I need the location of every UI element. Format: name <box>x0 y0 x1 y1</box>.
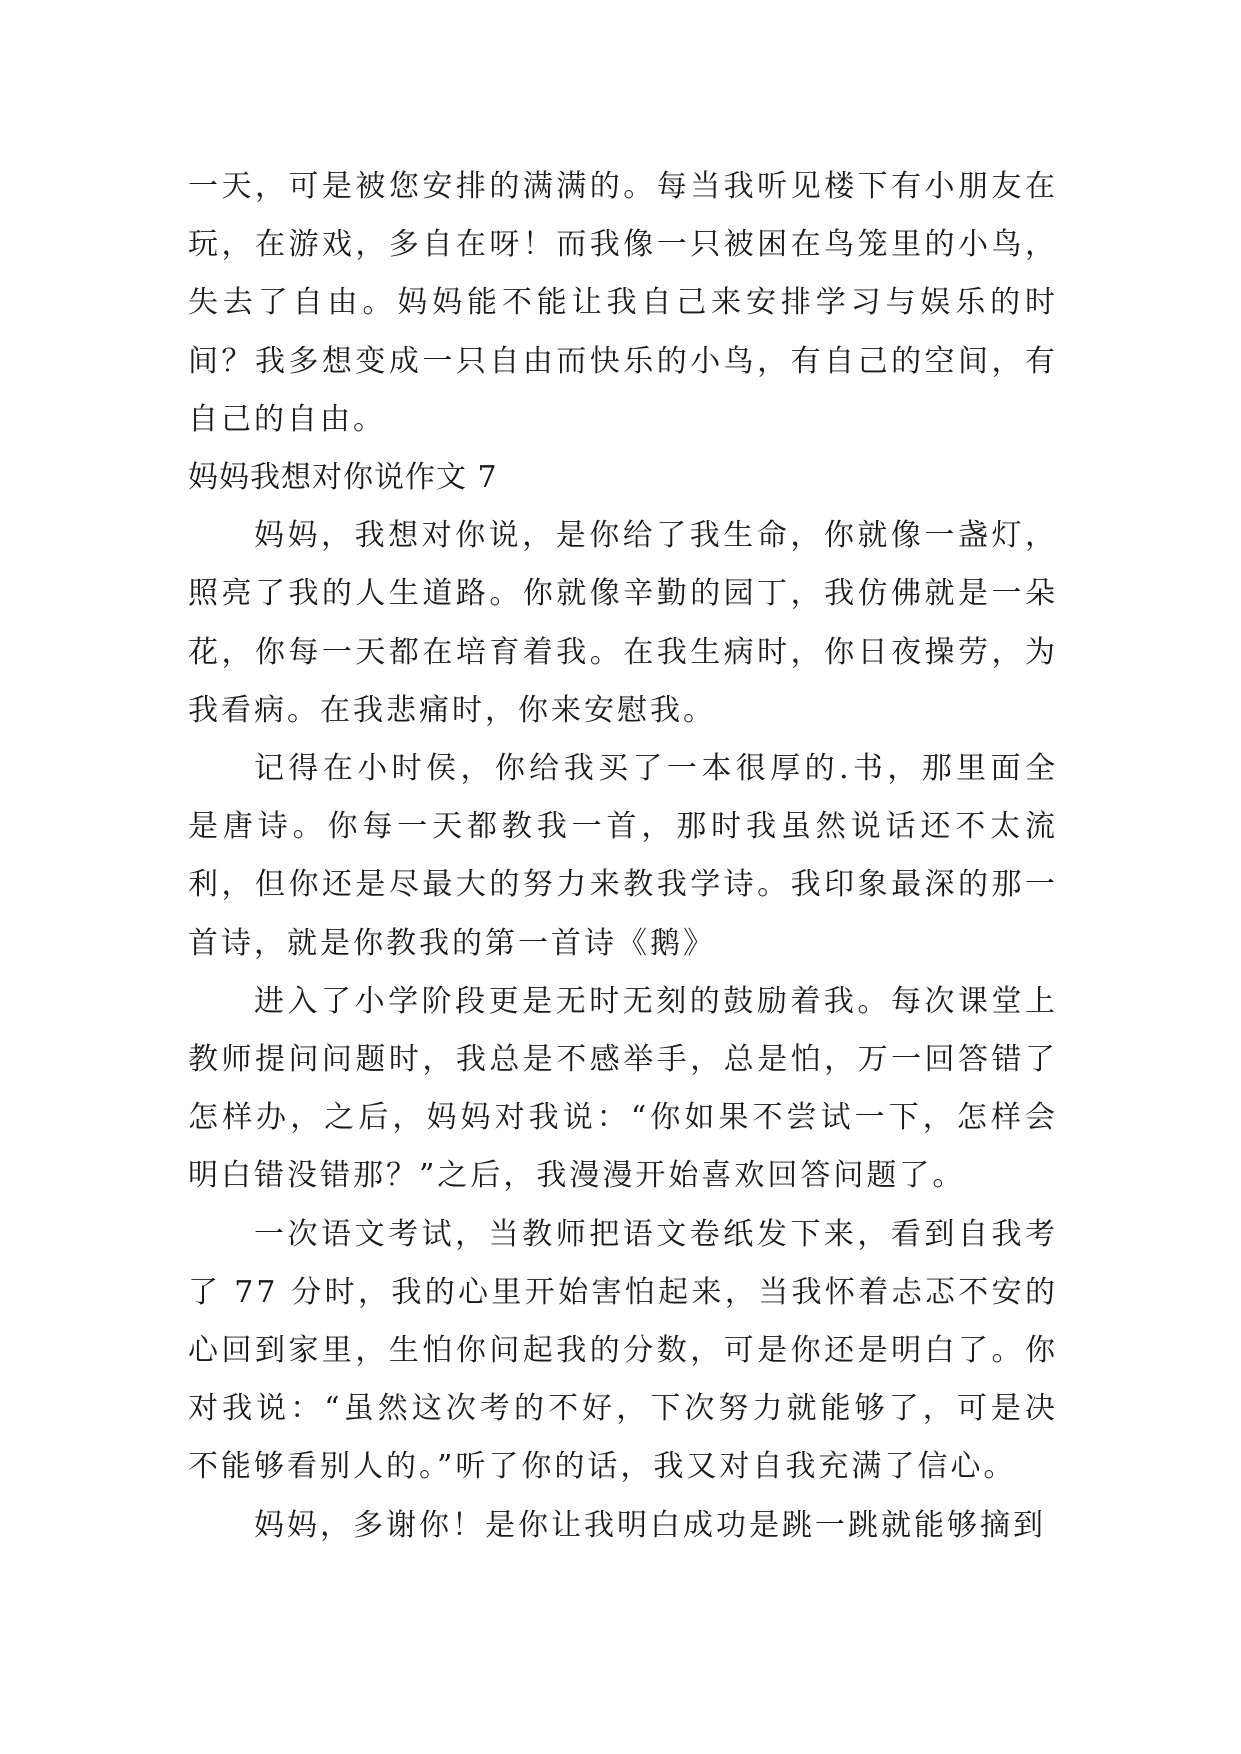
body-paragraph-3: 进入了小学阶段更是无时无刻的鼓励着我。每次课堂上教师提问问题时，我总是不感举手，总是怕，万一回答错了怎样办，之后，妈妈对我说：“你如果不尝试一下，怎样会明白错没错那？”之后，我漫漫开始喜欢回答问题了。 <box>188 983 1058 1194</box>
body-paragraph-5: 妈妈，多谢你！是你让我明白成功是跳一跳就能够摘到 <box>254 1507 1046 1543</box>
continuation-paragraph: 一天，可是被您安排的满满的。每当我听见楼下有小朋友在玩，在游戏，多自在呀！而我像一只被困在鸟笼里的小鸟，失去了自由。妈妈能不能让我自己来安排学习与娱乐的时间？我多想变成一只自由而快乐的小鸟，有自己的空间，有自己的自由。 <box>188 169 1058 437</box>
section-title: 妈妈我想对你说作文 7 <box>188 460 498 496</box>
body-paragraph-4: 一次语文考试，当教师把语文卷纸发下来，看到自我考了 77 分时，我的心里开始害怕起来，当我怀着忐忑不安的心回到家里，生怕你问起我的分数，可是你还是明白了。你对我说：“虽然这次考的不好，下次努力就能够了，可是决不能够看别人的。”听了你的话，我又对自我充满了信心。 <box>188 1216 1058 1485</box>
document-page <box>188 158 1058 1555</box>
body-paragraph-1: 妈妈，我想对你说，是你给了我生命，你就像一盏灯，照亮了我的人生道路。你就像辛勤的园丁，我仿佛就是一朵花，你每一天都在培育着我。在我生病时，你日夜操劳，为我看病。在我悲痛时，你来安慰我。 <box>188 518 1058 728</box>
body-paragraph-2: 记得在小时侯，你给我买了一本很厚的.书，那里面全是唐诗。你每一天都教我一首，那时我虽然说话还不太流利，但你还是尽最大的努力来教我学诗。我印象最深的那一首诗，就是你教我的第一首诗《鹅》 <box>188 751 1058 961</box>
